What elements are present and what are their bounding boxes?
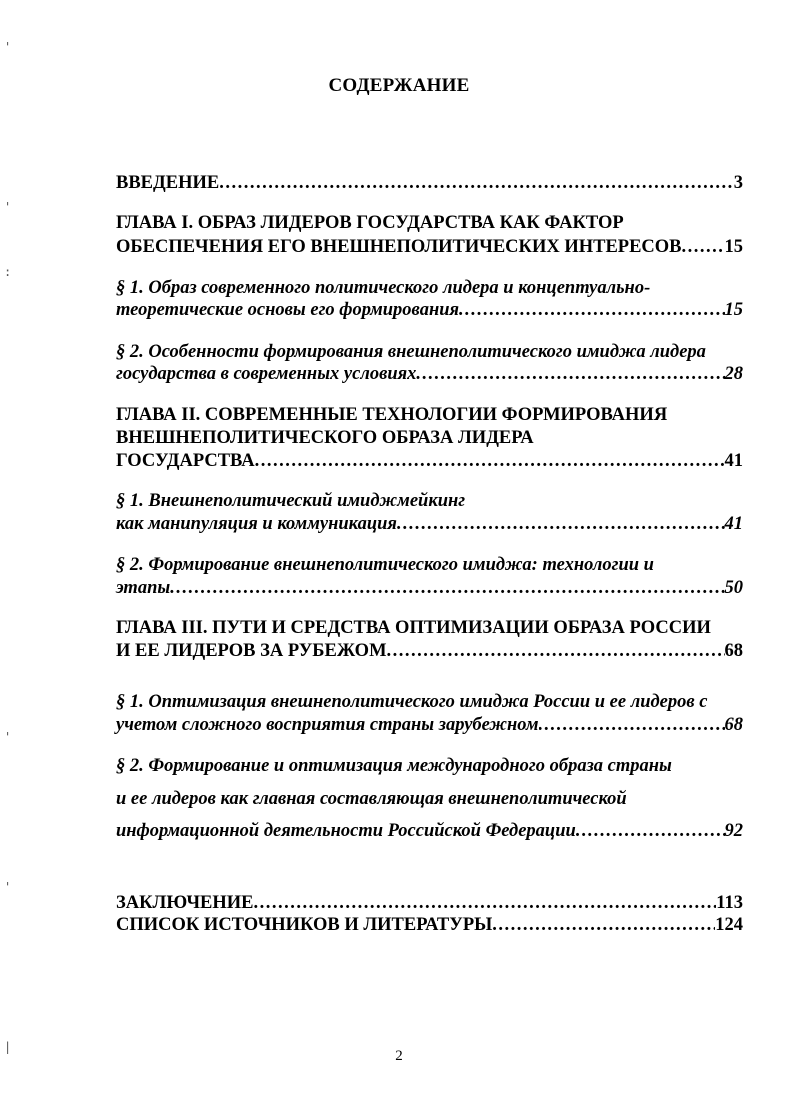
toc-page-number: 15 [724, 300, 743, 320]
toc-chapter-2-line-1[interactable]: ГЛАВА II. СОВРЕМЕННЫЕ ТЕХНОЛОГИИ ФОРМИРОВАНИЯ [116, 405, 668, 425]
toc-leader-dots [387, 639, 725, 663]
scan-margin-speck: ' [4, 40, 12, 54]
toc-chapter-1-line-2[interactable] [116, 235, 743, 259]
toc-page-number: 50 [724, 578, 743, 598]
toc-leader-dots [219, 171, 734, 195]
toc-page-number: 3 [733, 173, 743, 193]
toc-entry-text: государства в современных условиях [116, 364, 417, 384]
toc-chapter-3-line-1[interactable]: ГЛАВА III. ПУТИ И СРЕДСТВА ОПТИМИЗАЦИИ ОБРАЗА РОССИИ [116, 618, 711, 638]
toc-leader-dots [682, 235, 725, 259]
toc-leader-dots [397, 512, 725, 536]
toc-page-number: 41 [724, 514, 743, 534]
toc-ch3-section-2-line-3[interactable] [116, 819, 743, 843]
toc-chapter-2-line-3[interactable] [116, 449, 743, 473]
toc-page-number: 68 [724, 715, 743, 735]
toc-leader-dots [170, 576, 724, 600]
toc-page-number: 15 [724, 237, 743, 257]
toc-entry-text: И ЕЕ ЛИДЕРОВ ЗА РУБЕЖОМ [116, 641, 387, 661]
toc-entry-text: ЗАКЛЮЧЕНИЕ [116, 893, 254, 913]
toc-leader-dots [254, 891, 717, 915]
toc-entry-text: информационной деятельности Российской Федерации [116, 821, 576, 841]
toc-ch1-section-2-line-2[interactable] [116, 362, 743, 386]
toc-entry-text: ВВЕДЕНИЕ [116, 173, 220, 193]
toc-page-number: 68 [724, 641, 743, 661]
toc-leader-dots [459, 298, 724, 322]
toc-ch3-section-1-line-2[interactable] [116, 713, 743, 737]
toc-entry-introduction[interactable] [116, 171, 743, 195]
toc-entry-text: учетом сложного восприятия страны зарубежном [116, 715, 539, 735]
toc-ch1-section-1-line-2[interactable] [116, 298, 743, 322]
toc-page-number: 124 [715, 915, 743, 935]
toc-entry-text: этапы [116, 578, 171, 598]
toc-page-number: 28 [724, 364, 743, 384]
toc-chapter-3-line-2[interactable] [116, 639, 743, 663]
toc-ch3-section-1-line-1[interactable]: § 1. Оптимизация внешнеполитического имиджа России и ее лидеров с [116, 692, 708, 712]
toc-leader-dots [492, 913, 715, 937]
toc-chapter-2-line-2[interactable]: ВНЕШНЕПОЛИТИЧЕСКОГО ОБРАЗА ЛИДЕРА [116, 428, 534, 448]
toc-ch1-section-1-line-1[interactable]: § 1. Образ современного политического лидера и концептуально- [116, 278, 651, 298]
toc-entry-text: теоретические основы его формирования [116, 300, 460, 320]
toc-entry-text: как манипуляция и коммуникация [116, 514, 397, 534]
toc-leader-dots [416, 362, 724, 386]
page-number: 2 [395, 1048, 403, 1064]
toc-ch1-section-2-line-1[interactable]: § 2. Особенности формирования внешнеполитического имиджа лидера [116, 342, 706, 362]
toc-page-number: 113 [716, 893, 743, 913]
toc-entry-text: СПИСОК ИСТОЧНИКОВ И ЛИТЕРАТУРЫ [116, 915, 493, 935]
toc-chapter-1-line-1[interactable]: ГЛАВА I. ОБРАЗ ЛИДЕРОВ ГОСУДАРСТВА КАК ФАКТОР [116, 213, 624, 233]
toc-ch2-section-1-line-1[interactable]: § 1. Внешнеполитический имиджмейкинг [116, 491, 466, 511]
toc-entry-conclusion[interactable] [116, 891, 743, 915]
scan-margin-speck: ' [4, 880, 12, 894]
page-title: СОДЕРЖАНИЕ [328, 75, 470, 96]
toc-entry-text: ГОСУДАРСТВА [116, 451, 255, 471]
toc-ch2-section-2-line-2[interactable] [116, 576, 743, 600]
toc-ch2-section-2-line-1[interactable]: § 2. Формирование внешнеполитического имиджа: технологии и [116, 555, 654, 575]
toc-ch3-section-2-line-1[interactable]: § 2. Формирование и оптимизация международного образа страны [116, 756, 672, 776]
scan-margin-speck: ' [4, 200, 12, 214]
toc-ch3-section-2-line-2[interactable]: и ее лидеров как главная составляющая внешнеполитической [116, 789, 627, 809]
toc-page-number: 92 [724, 821, 743, 841]
toc-page-number: 41 [724, 451, 743, 471]
toc-leader-dots [576, 819, 725, 843]
scan-margin-speck: | [4, 1040, 12, 1054]
toc-leader-dots [255, 449, 725, 473]
toc-ch2-section-1-line-2[interactable] [116, 512, 743, 536]
toc-entry-text: ОБЕСПЕЧЕНИЯ ЕГО ВНЕШНЕПОЛИТИЧЕСКИХ ИНТЕРЕСОВ [116, 237, 682, 257]
scan-margin-speck: : [4, 265, 12, 279]
toc-entry-bibliography[interactable] [116, 913, 743, 937]
toc-leader-dots [539, 713, 725, 737]
scan-margin-speck: ' [4, 730, 12, 744]
